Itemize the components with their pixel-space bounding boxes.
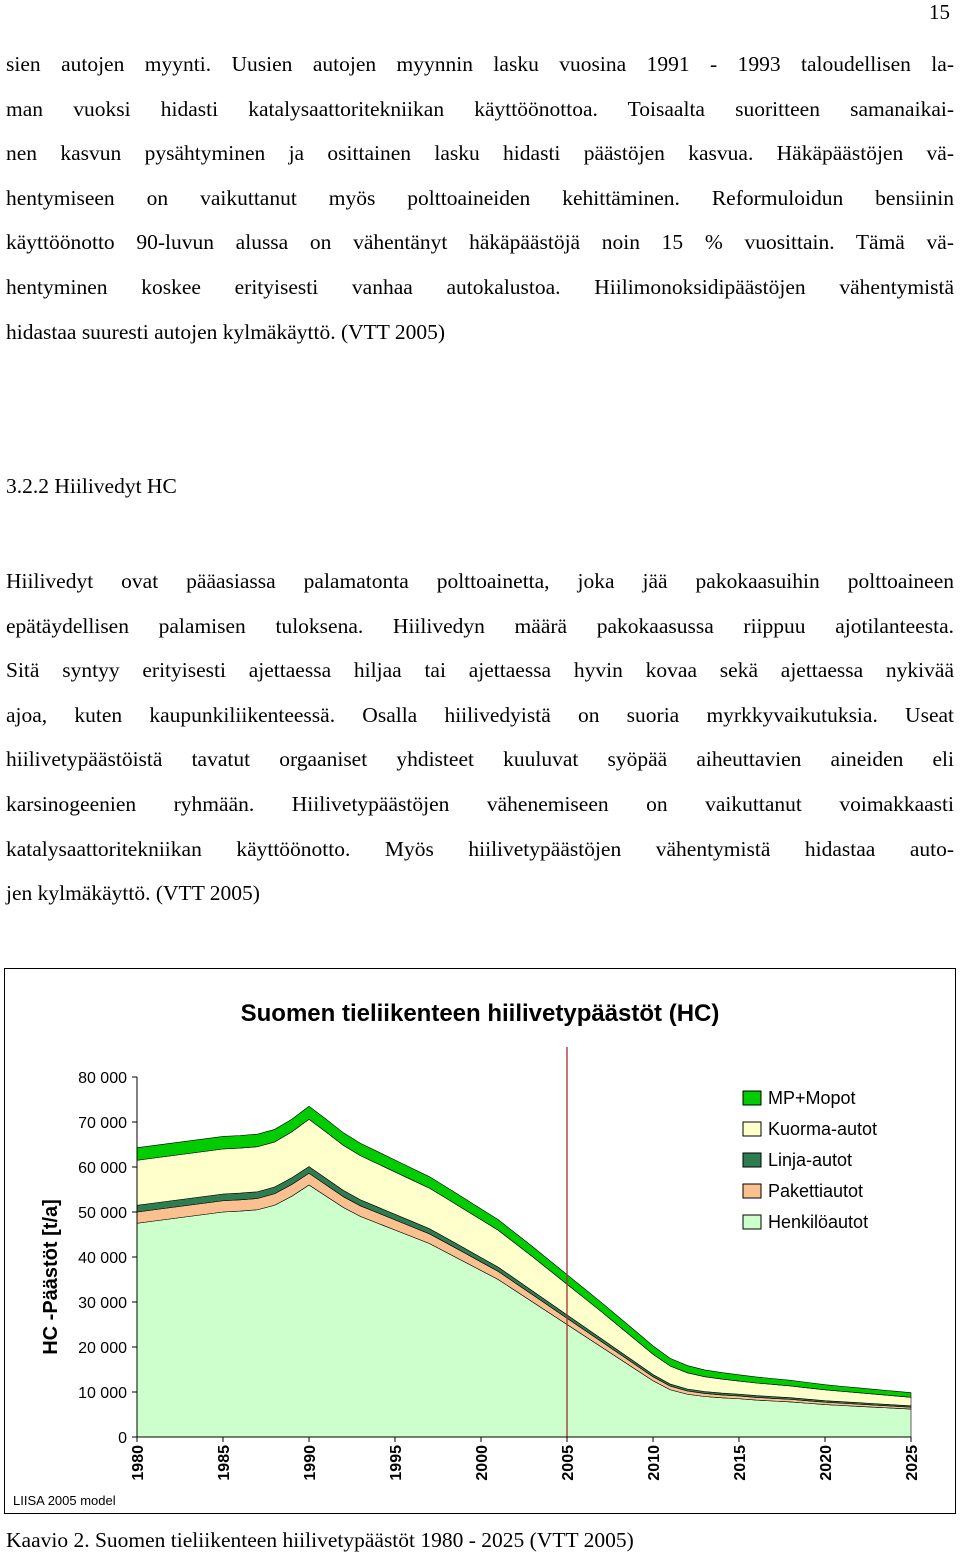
- legend-label: MP+Mopot: [768, 1088, 856, 1108]
- chart-figure: [4, 968, 956, 1514]
- text-line: hentymiseen on vaikuttanut myös polttoaineiden kehittäminen. Reformuloidun bensiinin: [6, 185, 954, 210]
- text-line: ajoa, kuten kaupunkiliikenteessä. Osalla hiilivedyistä on suoria myrkkyvaikutuksia. Useat: [6, 702, 954, 727]
- chart-title: Suomen tieliikenteen hiilivetypäästöt (HC): [240, 1000, 720, 1027]
- y-tick-label: 20 000: [78, 1340, 127, 1357]
- y-tick-label: 10 000: [78, 1385, 127, 1402]
- text-line: jen kylmäkäyttö. (VTT 2005): [6, 881, 260, 906]
- x-tick-label: 1995: [388, 1445, 405, 1481]
- text-line: hiilivetypäästöistä tavatut orgaaniset yhdisteet kuuluvat syöpää aiheuttavien aineiden eli: [6, 747, 954, 772]
- x-tick-label: 1990: [302, 1445, 319, 1481]
- paragraph-2: [6, 559, 954, 916]
- text-line: karsinogeenien ryhmään. Hiilivetypäästöjen vähenemiseen on vaikuttanut voimakkaasti: [6, 791, 954, 816]
- legend-swatch: [743, 1153, 761, 1167]
- x-tick-label: 1980: [130, 1445, 147, 1481]
- legend-swatch: [743, 1091, 761, 1105]
- y-tick-label: 0: [118, 1430, 127, 1447]
- y-tick-label: 50 000: [78, 1205, 127, 1222]
- y-axis-label: HC -Päästöt [t/a]: [40, 1199, 62, 1355]
- text-line: katalysaattoritekniikan käyttöönotto. Myös hiilivetypäästöjen vähentymistä hidastaa auto-: [6, 836, 954, 861]
- x-tick-label: 2020: [818, 1445, 835, 1481]
- y-tick-label: 70 000: [78, 1115, 127, 1132]
- text-line: käyttöönotto 90-luvun alussa on vähentänyt häkäpäästöjä noin 15 % vuosittain. Tämä vä-: [6, 230, 954, 255]
- section-heading: 3.2.2 Hiilivedyt HC: [6, 474, 177, 498]
- page-number: 15: [929, 0, 950, 24]
- y-tick-label: 60 000: [78, 1160, 127, 1177]
- x-tick-label: 1985: [216, 1445, 233, 1481]
- y-tick-label: 80 000: [78, 1070, 127, 1087]
- text-line: sien autojen myynti. Uusien autojen myynnin lasku vuosina 1991 - 1993 taloudellisen la-: [6, 52, 954, 76]
- legend-swatch: [743, 1215, 761, 1229]
- text-line: Hiilivedyt ovat pääasiassa palamatonta polttoainetta, joka jää pakokaasuihin polttoaineen: [6, 569, 954, 593]
- text-line: hidastaa suuresti autojen kylmäkäyttö. (VTT 2005): [6, 319, 446, 344]
- x-tick-label: 2000: [474, 1445, 491, 1481]
- y-tick-label: 30 000: [78, 1295, 127, 1312]
- paragraph-1: [6, 42, 954, 354]
- text-line: nen kasvun pysähtyminen ja osittainen lasku hidasti päästöjen kasvua. Häkäpäästöjen vä-: [6, 141, 954, 166]
- x-tick-label: 2025: [904, 1445, 921, 1481]
- legend-swatch: [743, 1184, 761, 1198]
- x-tick-label: 2010: [646, 1445, 663, 1481]
- y-tick-label: 40 000: [78, 1250, 127, 1267]
- text-line: epätäydellisen palamisen tuloksena. Hiilivedyn määrä pakokaasussa riippuu ajotilanteesta.: [6, 613, 954, 638]
- hc-emissions-chart: [5, 969, 955, 1513]
- text-line: Sitä syntyy erityisesti ajettaessa hiljaa tai ajettaessa hyvin kovaa sekä ajettaessa nykivää: [6, 658, 954, 683]
- legend-label: Kuorma-autot: [768, 1119, 878, 1139]
- legend-label: Pakettiautot: [768, 1181, 864, 1201]
- x-tick-label: 2005: [560, 1445, 577, 1481]
- source-note: LIISA 2005 model: [13, 1493, 116, 1508]
- x-tick-label: 2015: [732, 1445, 749, 1481]
- legend-label: Henkilöautot: [768, 1212, 869, 1232]
- text-line: man vuoksi hidasti katalysaattoritekniikan käyttöönottoa. Toisaalta suoritteen samanaikai-: [6, 96, 954, 121]
- figure-caption: Kaavio 2. Suomen tieliikenteen hiilivetypäästöt 1980 - 2025 (VTT 2005): [6, 1528, 634, 1552]
- text-line: hentyminen koskee erityisesti vanhaa autokalustoa. Hiilimonoksidipäästöjen vähentymistä: [6, 274, 954, 299]
- legend-label: Linja-autot: [768, 1150, 853, 1170]
- legend-swatch: [743, 1122, 761, 1136]
